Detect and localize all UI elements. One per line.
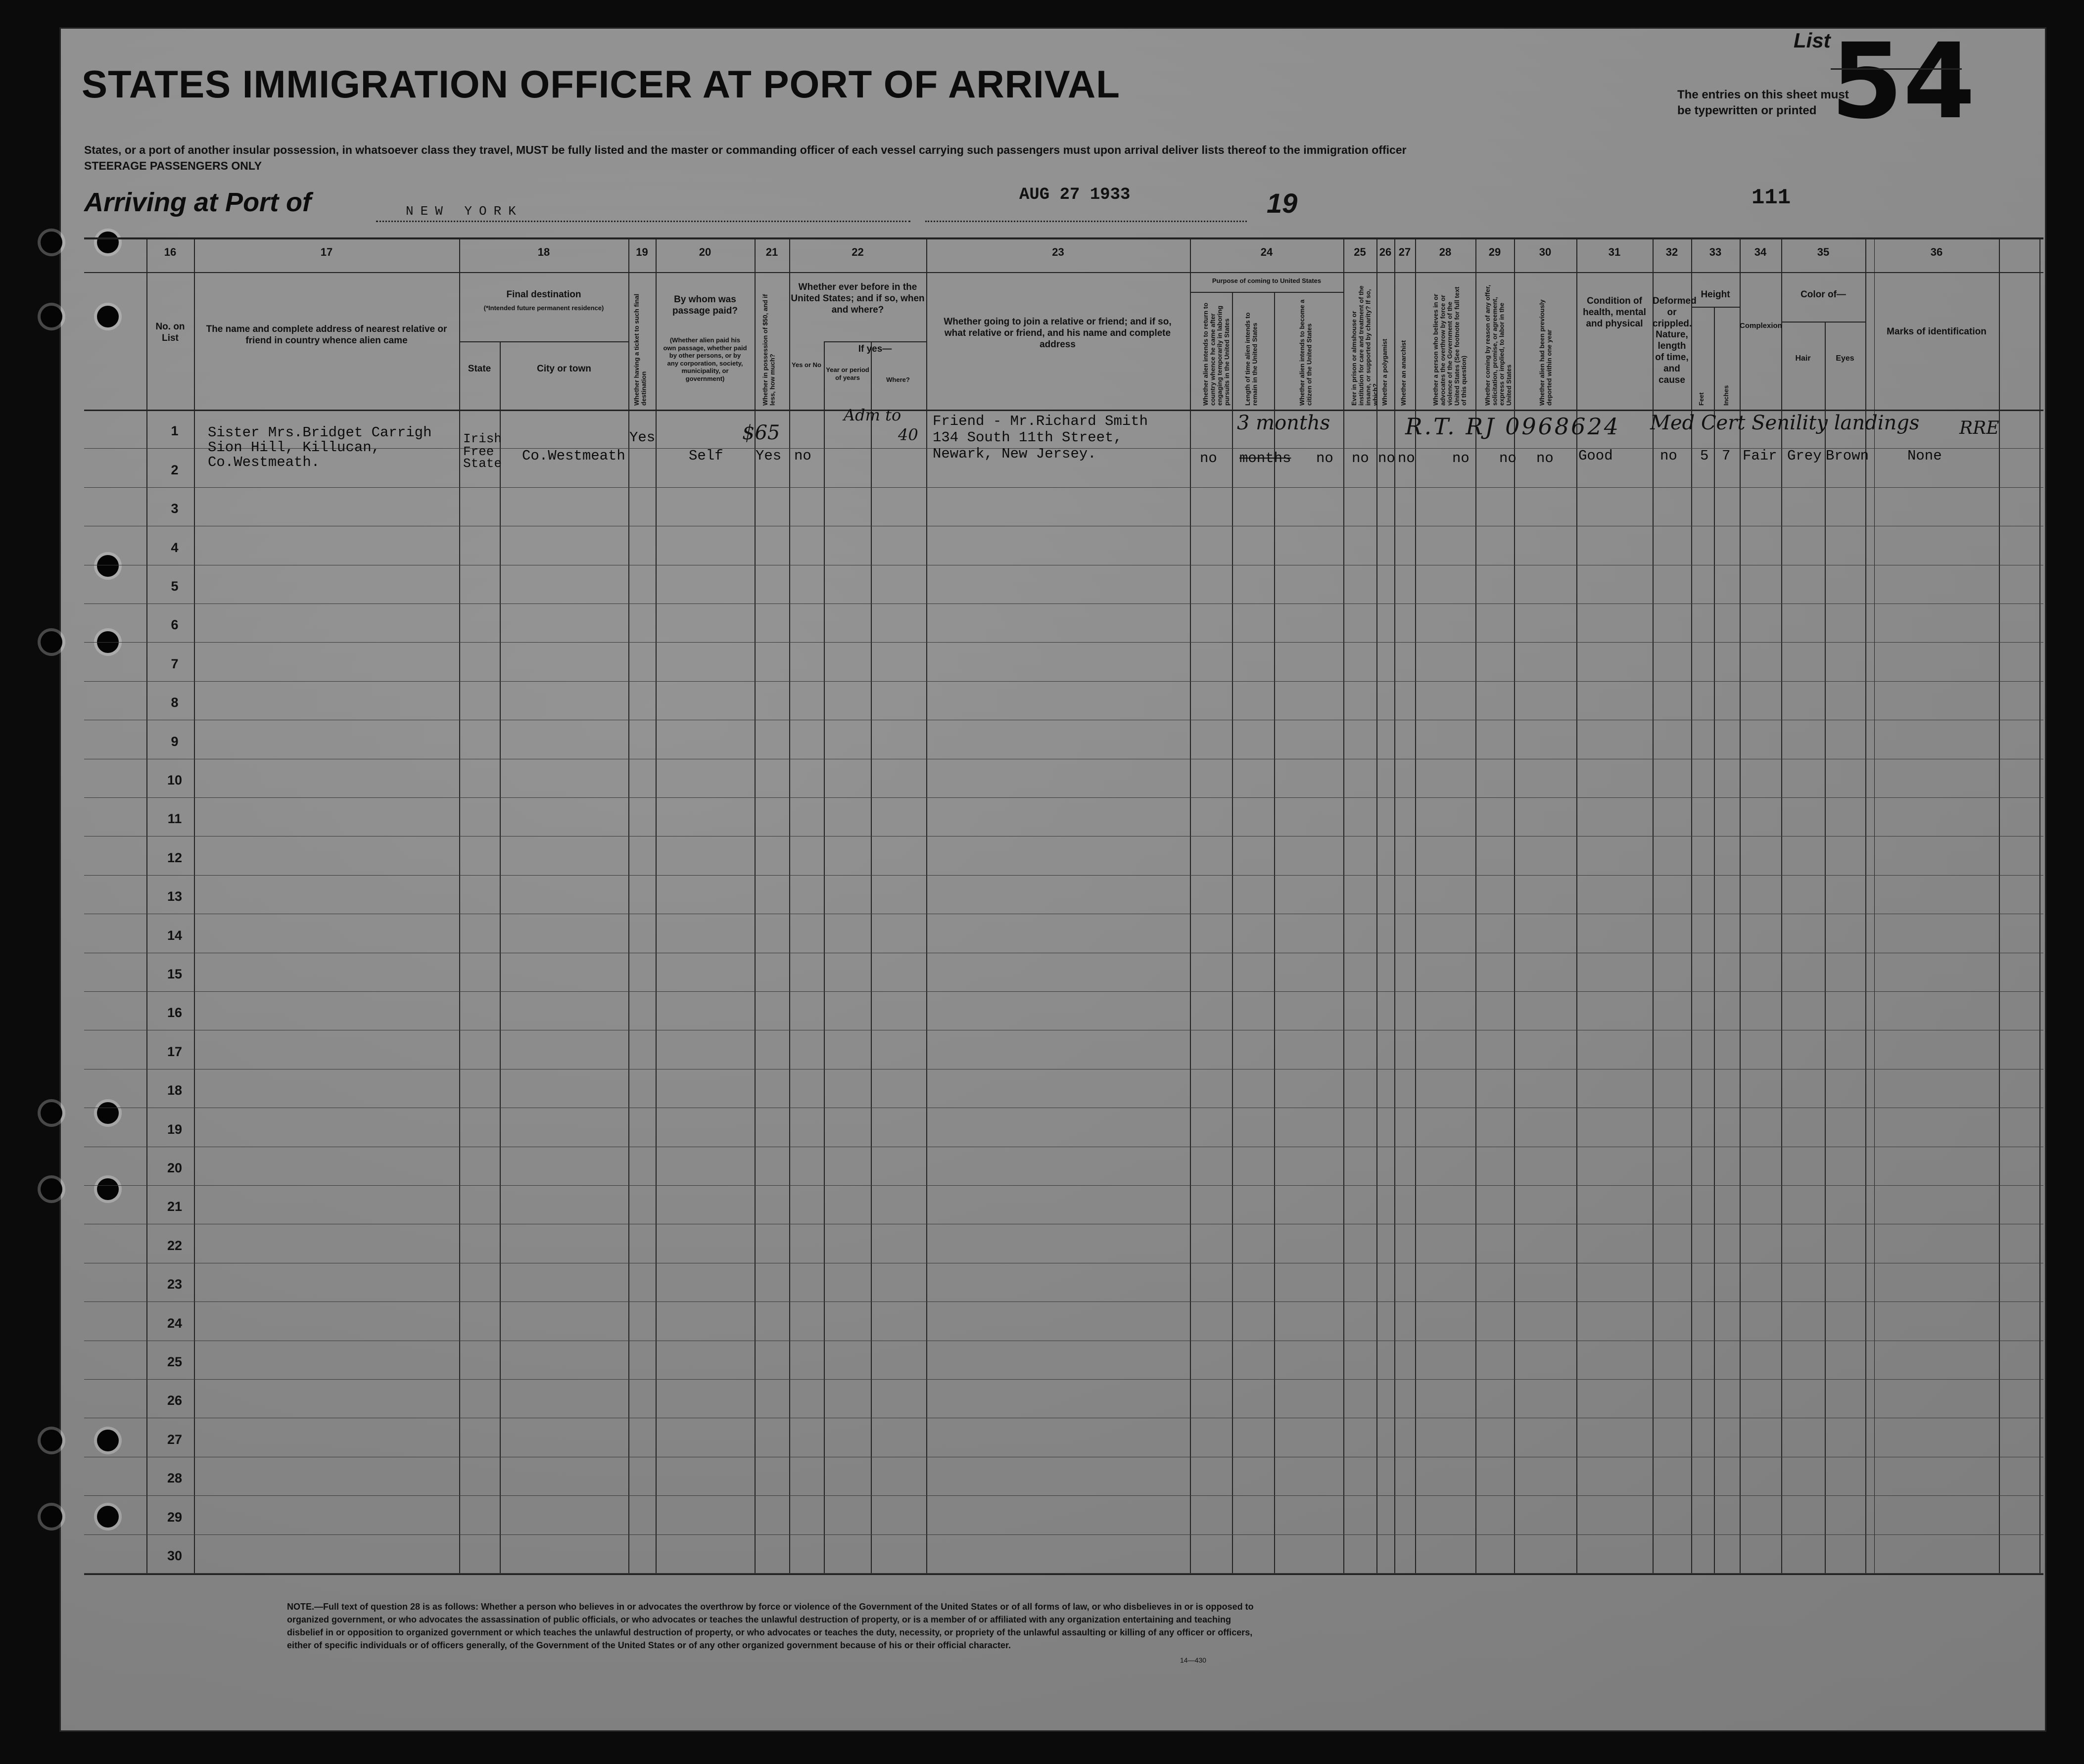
header-q28: Whether a person who believes in or advocates the overthrow by force or violence of the Government of the United States (See footnote for full text of this question)	[1432, 286, 1468, 406]
binder-hole	[41, 1178, 62, 1200]
header-q29: Whether coming by reason of any offer, solicitation, promise, or agreement, express or implied, to labor in the United States	[1484, 284, 1513, 406]
annotation-handwritten: R.T. RJ 0968624	[1405, 413, 1620, 440]
header-final-destination: Final destination	[506, 289, 581, 300]
condition-value: Good	[1578, 448, 1613, 464]
header-inches: Inches	[1722, 385, 1730, 406]
purpose-b-handwritten: 3 months	[1237, 412, 1330, 434]
binder-hole	[41, 306, 62, 327]
row-number: 24	[167, 1315, 183, 1331]
row-number: 3	[171, 501, 179, 516]
purpose-a-value: no	[1200, 450, 1217, 466]
column-rule	[1190, 237, 1191, 1573]
relative-line: Co.Westmeath.	[208, 454, 320, 470]
row-number: 18	[167, 1083, 183, 1098]
column-number: 24	[1260, 246, 1273, 258]
header-purpose-a: Whether alien intends to return to country whence he came after engaging temporarily in laboring pursuits in the United States	[1202, 302, 1231, 406]
binder-hole	[97, 232, 119, 253]
header-hair: Hair	[1795, 354, 1811, 363]
column-rule	[2039, 237, 2040, 1573]
column-number: 27	[1398, 246, 1411, 258]
row-number: 14	[167, 928, 183, 943]
row-number: 20	[167, 1161, 183, 1175]
column-rule	[1376, 237, 1377, 1573]
column-number: 28	[1439, 246, 1452, 258]
header-passage-paid-note: (Whether alien paid his own passage, whether paid by other persons, or by any corporation, society, municipality, or government)	[663, 336, 747, 382]
column-rule	[1714, 307, 1715, 1573]
column-rule	[1874, 237, 1875, 1573]
header-purpose-c: Whether alien intends to become a citizen of the United States	[1298, 299, 1313, 406]
column-rule	[194, 237, 195, 1573]
table-top-rule	[84, 237, 2043, 239]
column-number: 18	[537, 246, 550, 258]
header-complexion: Complexion	[1740, 322, 1782, 330]
column-rule	[1781, 237, 1782, 1573]
row-number: 30	[167, 1548, 183, 1563]
column-rule	[1865, 237, 1866, 1573]
ever-before-value: no	[794, 448, 811, 464]
column-rule	[1274, 292, 1275, 1573]
header-where: Where?	[886, 376, 910, 383]
binder-hole	[97, 1430, 119, 1451]
joining-line: 134 South 11th Street,	[933, 429, 1122, 446]
subheader-rule	[1781, 322, 1865, 323]
initials-handwritten: RRE	[1959, 418, 1999, 438]
year-label: 19	[1267, 187, 1298, 219]
column-number: 30	[1539, 246, 1552, 258]
row-rule	[84, 1379, 2043, 1380]
row-number: 25	[167, 1354, 183, 1369]
row-number: 15	[167, 967, 183, 981]
feet-value: 5	[1700, 448, 1709, 464]
deformed-value: no	[1660, 448, 1677, 464]
column-number: 29	[1488, 246, 1501, 258]
row-number: 12	[167, 850, 183, 865]
admitted-handwritten: Adm to	[844, 406, 901, 424]
row-number: 29	[167, 1509, 183, 1525]
admitted-year-handwritten: 40	[898, 425, 918, 444]
row-number: 13	[167, 889, 183, 904]
list-underline	[1831, 68, 1962, 70]
header-purpose: Purpose of coming to United States	[1212, 277, 1322, 284]
complexion-value: Fair	[1743, 448, 1777, 464]
sheet-number: 111	[1752, 186, 1791, 210]
binder-hole	[41, 631, 62, 653]
row-number: 2	[171, 462, 179, 477]
inches-value: 7	[1722, 448, 1731, 464]
joining-line: Newark, New Jersey.	[933, 446, 1096, 462]
manifest-sheet	[59, 21, 2046, 1732]
header-city: City or town	[537, 364, 591, 374]
row-rule	[84, 875, 2043, 876]
header-prison: Ever in prison or almshouse or institution for care and treatment of the insane, or supported by charity? If so, which?	[1350, 285, 1379, 406]
column-number: 17	[320, 246, 333, 258]
subheader-rule	[1190, 292, 1343, 293]
row-number: 8	[171, 695, 179, 710]
relative-line: Sister Mrs.Bridget Carrigh	[208, 424, 432, 441]
column-rule	[656, 237, 657, 1573]
header-condition: Condition of health, mental and physical	[1583, 296, 1646, 329]
row-number: 6	[171, 617, 179, 633]
header-ever-before: Whether ever before in the United States; and if so, when and where?	[791, 282, 925, 315]
row-rule	[84, 991, 2043, 992]
column-number: 21	[765, 246, 778, 258]
possession-value: Yes	[756, 448, 782, 464]
header-ticket: Whether having a ticket to such final destination	[633, 293, 648, 406]
purpose-c-value: no	[1316, 450, 1333, 466]
list-number: 54	[1831, 21, 1976, 142]
state-value: Irish	[463, 431, 502, 446]
state-value: State	[463, 456, 502, 471]
header-q30: Whether alien had been previously deported within one year	[1538, 299, 1553, 406]
column-number: 16	[164, 246, 177, 258]
column-number: 35	[1817, 246, 1830, 258]
subheader-rule	[824, 341, 926, 342]
date-stamp: AUG 27 1933	[1019, 186, 1131, 204]
column-number: 20	[699, 246, 711, 258]
binder-hole	[41, 1430, 62, 1451]
header-marks: Marks of identification	[1887, 326, 1987, 337]
column-number: 19	[636, 246, 648, 258]
row-rule	[84, 603, 2043, 604]
column-rule	[1394, 237, 1395, 1573]
column-rule	[1691, 237, 1692, 1573]
header-feet: Feet	[1698, 392, 1705, 406]
form-number: 14—430	[1180, 1656, 1206, 1664]
form-subtitle: States, or a port of another insular possession, in whatsoever class they travel, MUST be fully listed and the master or commanding officer of each vessel carrying such passengers must upon arrival deliver lists thereof to the immigration officer	[84, 143, 1407, 156]
dotted-rule	[376, 221, 910, 222]
row-rule	[84, 1534, 2043, 1535]
header-no-on-list: No. on List	[155, 322, 185, 343]
header-possession: Whether in possession of $50, and if less, how much?	[761, 294, 776, 406]
anarchist-value: no	[1398, 450, 1415, 466]
column-rule	[1825, 322, 1826, 1573]
row-number: 27	[167, 1432, 183, 1447]
header-polygamist: Whether a polygamist	[1381, 338, 1388, 406]
row-number: 22	[167, 1238, 183, 1253]
binder-hole	[41, 1506, 62, 1528]
typewritten-note: be typewritten or printed	[1677, 104, 1817, 117]
column-rule	[459, 237, 460, 1573]
column-number: 22	[852, 246, 864, 258]
row-number: 4	[171, 540, 179, 555]
port-name: NEW YORK	[406, 204, 523, 219]
column-rule	[146, 237, 147, 1573]
header-purpose-b: Length of time alien intends to remain in the United States	[1244, 312, 1259, 406]
passage-paid-value: Self	[689, 448, 723, 464]
row-rule	[84, 797, 2043, 798]
row-number: 17	[167, 1044, 183, 1059]
q30-value: no	[1536, 450, 1554, 466]
state-value: Free	[463, 444, 494, 459]
column-rule	[1653, 237, 1654, 1573]
row-rule	[84, 642, 2043, 643]
dotted-rule	[925, 221, 1247, 222]
prison-value: no	[1352, 450, 1369, 466]
row-number: 28	[167, 1471, 183, 1486]
header-final-destination-note: (*Intended future permanent residence)	[483, 304, 604, 312]
joining-line: Friend - Mr.Richard Smith	[933, 413, 1148, 429]
row-rule	[84, 1301, 2043, 1302]
eyes-value: Brown	[1826, 448, 1869, 464]
binder-hole	[97, 1178, 119, 1200]
row-rule	[84, 1573, 2043, 1574]
steerage-label: STEERAGE PASSENGERS ONLY	[84, 159, 262, 172]
subheader-rule	[1691, 307, 1740, 308]
hair-value: Grey	[1787, 448, 1822, 464]
subheader-rule	[459, 341, 628, 342]
header-yes-or-no: Yes or No	[792, 361, 821, 369]
binder-hole	[41, 1102, 62, 1124]
row-rule	[84, 681, 2043, 682]
header-eyes: Eyes	[1836, 354, 1854, 363]
arriving-label: Arriving at Port of	[84, 187, 312, 217]
city-value: Co.Westmeath	[522, 448, 625, 464]
purpose-b-value: months	[1239, 450, 1291, 466]
row-number: 1	[171, 423, 179, 439]
footnote-question-28: NOTE.—Full text of question 28 is as follows: Whether a person who believes in or advocates the overthrow by force or violence of the Government of the United States or of all forms of law, or who disbelieves in or is opposed to organized government, or who advocates the assassination of public officials, or who advocates or teaches the unlawful destruction of property, or is a member of or affiliated with any organization entertaining and teaching disbelief in or opposition to organized government or which teaches the unlawful destruction of property, or who advocates or teaches the duty, necessity, or propriety of the unlawful assaulting or killing of any officer or officers, either of specific individuals or of officers generally, of the Government of the United States or of any other organized government because of his or their official character.	[287, 1602, 1254, 1651]
row-number: 7	[171, 656, 179, 671]
header-state: State	[468, 364, 491, 374]
column-rule	[926, 237, 927, 1573]
typewritten-note: The entries on this sheet must	[1677, 88, 1849, 101]
marks-value: None	[1907, 448, 1942, 464]
row-rule	[84, 1495, 2043, 1496]
binder-hole	[97, 1102, 119, 1124]
relative-line: Sion Hill, Killucan,	[208, 439, 380, 456]
row-number: 26	[167, 1393, 183, 1408]
header-passage-paid: By whom was passage paid?	[672, 294, 738, 316]
row-number: 16	[167, 1005, 183, 1021]
column-rule	[1232, 292, 1233, 1573]
column-number: 31	[1608, 246, 1621, 258]
column-number: 36	[1930, 246, 1943, 258]
header-if-yes: If yes—	[858, 344, 892, 354]
column-number: 32	[1665, 246, 1678, 258]
header-relative-abroad: The name and complete address of nearest relative or friend in country whence alien came	[206, 324, 447, 346]
list-label: List	[1794, 29, 1831, 52]
header-anarchist: Whether an anarchist	[1400, 340, 1407, 406]
row-number: 5	[171, 579, 179, 594]
column-number: 34	[1754, 246, 1767, 258]
header-height: Height	[1701, 289, 1730, 300]
header-bottom-rule	[84, 410, 2043, 411]
row-number: 9	[171, 734, 179, 749]
row-number: 19	[167, 1121, 183, 1137]
form-title: STATES IMMIGRATION OFFICER AT PORT OF ARRIVAL	[82, 62, 1120, 106]
medical-handwritten: Med Cert Senility landings	[1650, 412, 1920, 434]
column-number: 23	[1052, 246, 1064, 258]
column-rule	[1740, 237, 1741, 1573]
row-number: 10	[167, 773, 183, 788]
possession-handwritten: $65	[742, 421, 780, 444]
column-number-rule	[84, 272, 2043, 273]
header-deformed: Deformed or crippled. Nature, length of time, and cause	[1653, 296, 1697, 385]
polygamist-value: no	[1378, 450, 1395, 466]
q28-value: no	[1452, 450, 1469, 466]
row-number: 23	[167, 1277, 183, 1292]
header-year-period: Year or period of years	[826, 366, 869, 381]
column-number: 26	[1379, 246, 1392, 258]
q29-value: no	[1499, 450, 1516, 466]
binder-hole	[97, 306, 119, 327]
column-number: 33	[1709, 246, 1722, 258]
binder-hole	[41, 232, 62, 253]
row-rule	[84, 1185, 2043, 1186]
binder-hole	[97, 555, 119, 577]
row-rule	[84, 487, 2043, 488]
column-rule	[1343, 237, 1344, 1573]
binder-hole	[97, 1506, 119, 1528]
column-number: 25	[1354, 246, 1366, 258]
row-number: 11	[167, 811, 182, 827]
column-rule	[789, 237, 790, 1573]
header-joining: Whether going to join a relative or friend; and if so, what relative or friend, and his name and complete address	[944, 317, 1172, 350]
header-color-of: Color of—	[1800, 289, 1846, 300]
ticket-value: Yes	[629, 429, 656, 446]
row-number: 21	[167, 1199, 183, 1214]
